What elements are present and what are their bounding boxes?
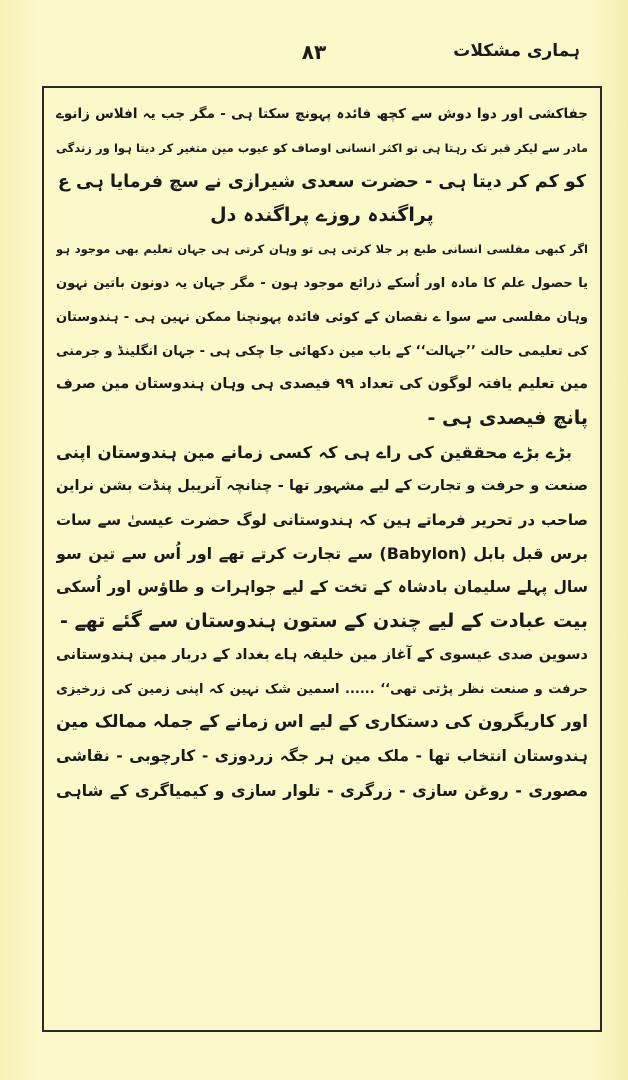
text-line: مادر سے لیکر قبر تک رہتا ہی تو اکثر انسانی اوصاف کو عیوب مین متغیر کر دیتا ہوا ور زندگی <box>56 140 588 155</box>
text-line: بڑے بڑے محققین کی راے ہی کہ کسی زمانے مین ہندوستان اپنی <box>56 442 572 462</box>
text-line: کی تعلیمی حالت ’’جہالت‘‘ کے باب مین دکھائی جا چکی ہی - جہان انگلینڈ و جرمنی <box>56 343 588 359</box>
text-line: پانچ فیصدی ہی - <box>427 407 588 430</box>
text-line: بیت عبادت کے لیے چندن کے ستون ہندوستان سے گئے تھے - <box>60 609 588 632</box>
text-line: مصوری - روغن سازی - زرگری - تلوار سازی و کیمیاگری کے شاہی <box>56 780 588 800</box>
text-line: وہان مفلسی سے سوا ے نقصان کے کوئی فائدہ پہونچنا ممکن نہین ہی - ہندوستان <box>56 309 588 325</box>
text-line: اور کاریگرون کی دستکاری کے لیے اس زمانے کے جملہ ممالک مین <box>56 712 588 733</box>
text-line: ہندوستان انتخاب تھا - ملک مین ہر جگہ زردوزی - کارچوبی - نقاشی <box>56 747 588 766</box>
text-line: صنعت و حرفت و تجارت کے لیے مشہور تھا - چنانچہ آنریبل پنڈت بشن نراین <box>56 477 588 494</box>
text-line: یا حصول علم کا مادہ اور اُسکے ذرائع موجود ہون - مگر جہان یہ دونون باتین نہون <box>56 275 588 291</box>
text-line: حرفت و صنعت نظر پڑتی تھی‘‘ ...... اسمین شک نہین کہ اپنی زمین کی زرخیزی <box>56 681 588 697</box>
running-head: ہماری مشکلات <box>453 41 580 61</box>
text-line: اگر کبھی مفلسی انسانی طبع پر جلا کرتی ہی تو وہان کرتی ہی جہان تعلیم بھی موجود ہو <box>56 242 588 257</box>
page-header <box>48 40 580 80</box>
text-line: پراگندہ روزے پراگندہ دل <box>210 204 434 227</box>
text-line: دسوین صدی عیسوی کے آغاز مین خلیفہ ہاے بغداد کے دربار مین ہندوستانی <box>56 646 588 663</box>
body-text <box>56 98 588 1023</box>
text-line: کو کم کر دیتا ہی - حضرت سعدی شیرازی نے سچ فرمایا ہی ع <box>57 171 587 192</box>
page-number: ۸۳ <box>301 40 327 64</box>
text-line: برس قبل بابل (Babylon) سے تجارت کرتے تھے اور اُس سے تین سو <box>56 544 588 564</box>
text-line: صاحب در تحریر فرماتے ہین کہ ہندوستانی لوگ حضرت عیسیٰ سے سات <box>56 510 588 529</box>
text-line: مین تعلیم یافتہ لوگون کی تعداد ۹۹ فیصدی ہی وہان ہندوستان مین صرف <box>56 376 588 393</box>
text-line: جفاکشی اور دوا دوش سے کچھ فائدہ پہونچ سکتا ہی - مگر جب یہ افلاس زانوے <box>56 106 588 122</box>
text-line: سال پہلے سلیمان بادشاہ کے تخت کے لیے جواہرات و طاؤس اور اُسکی <box>56 578 588 597</box>
